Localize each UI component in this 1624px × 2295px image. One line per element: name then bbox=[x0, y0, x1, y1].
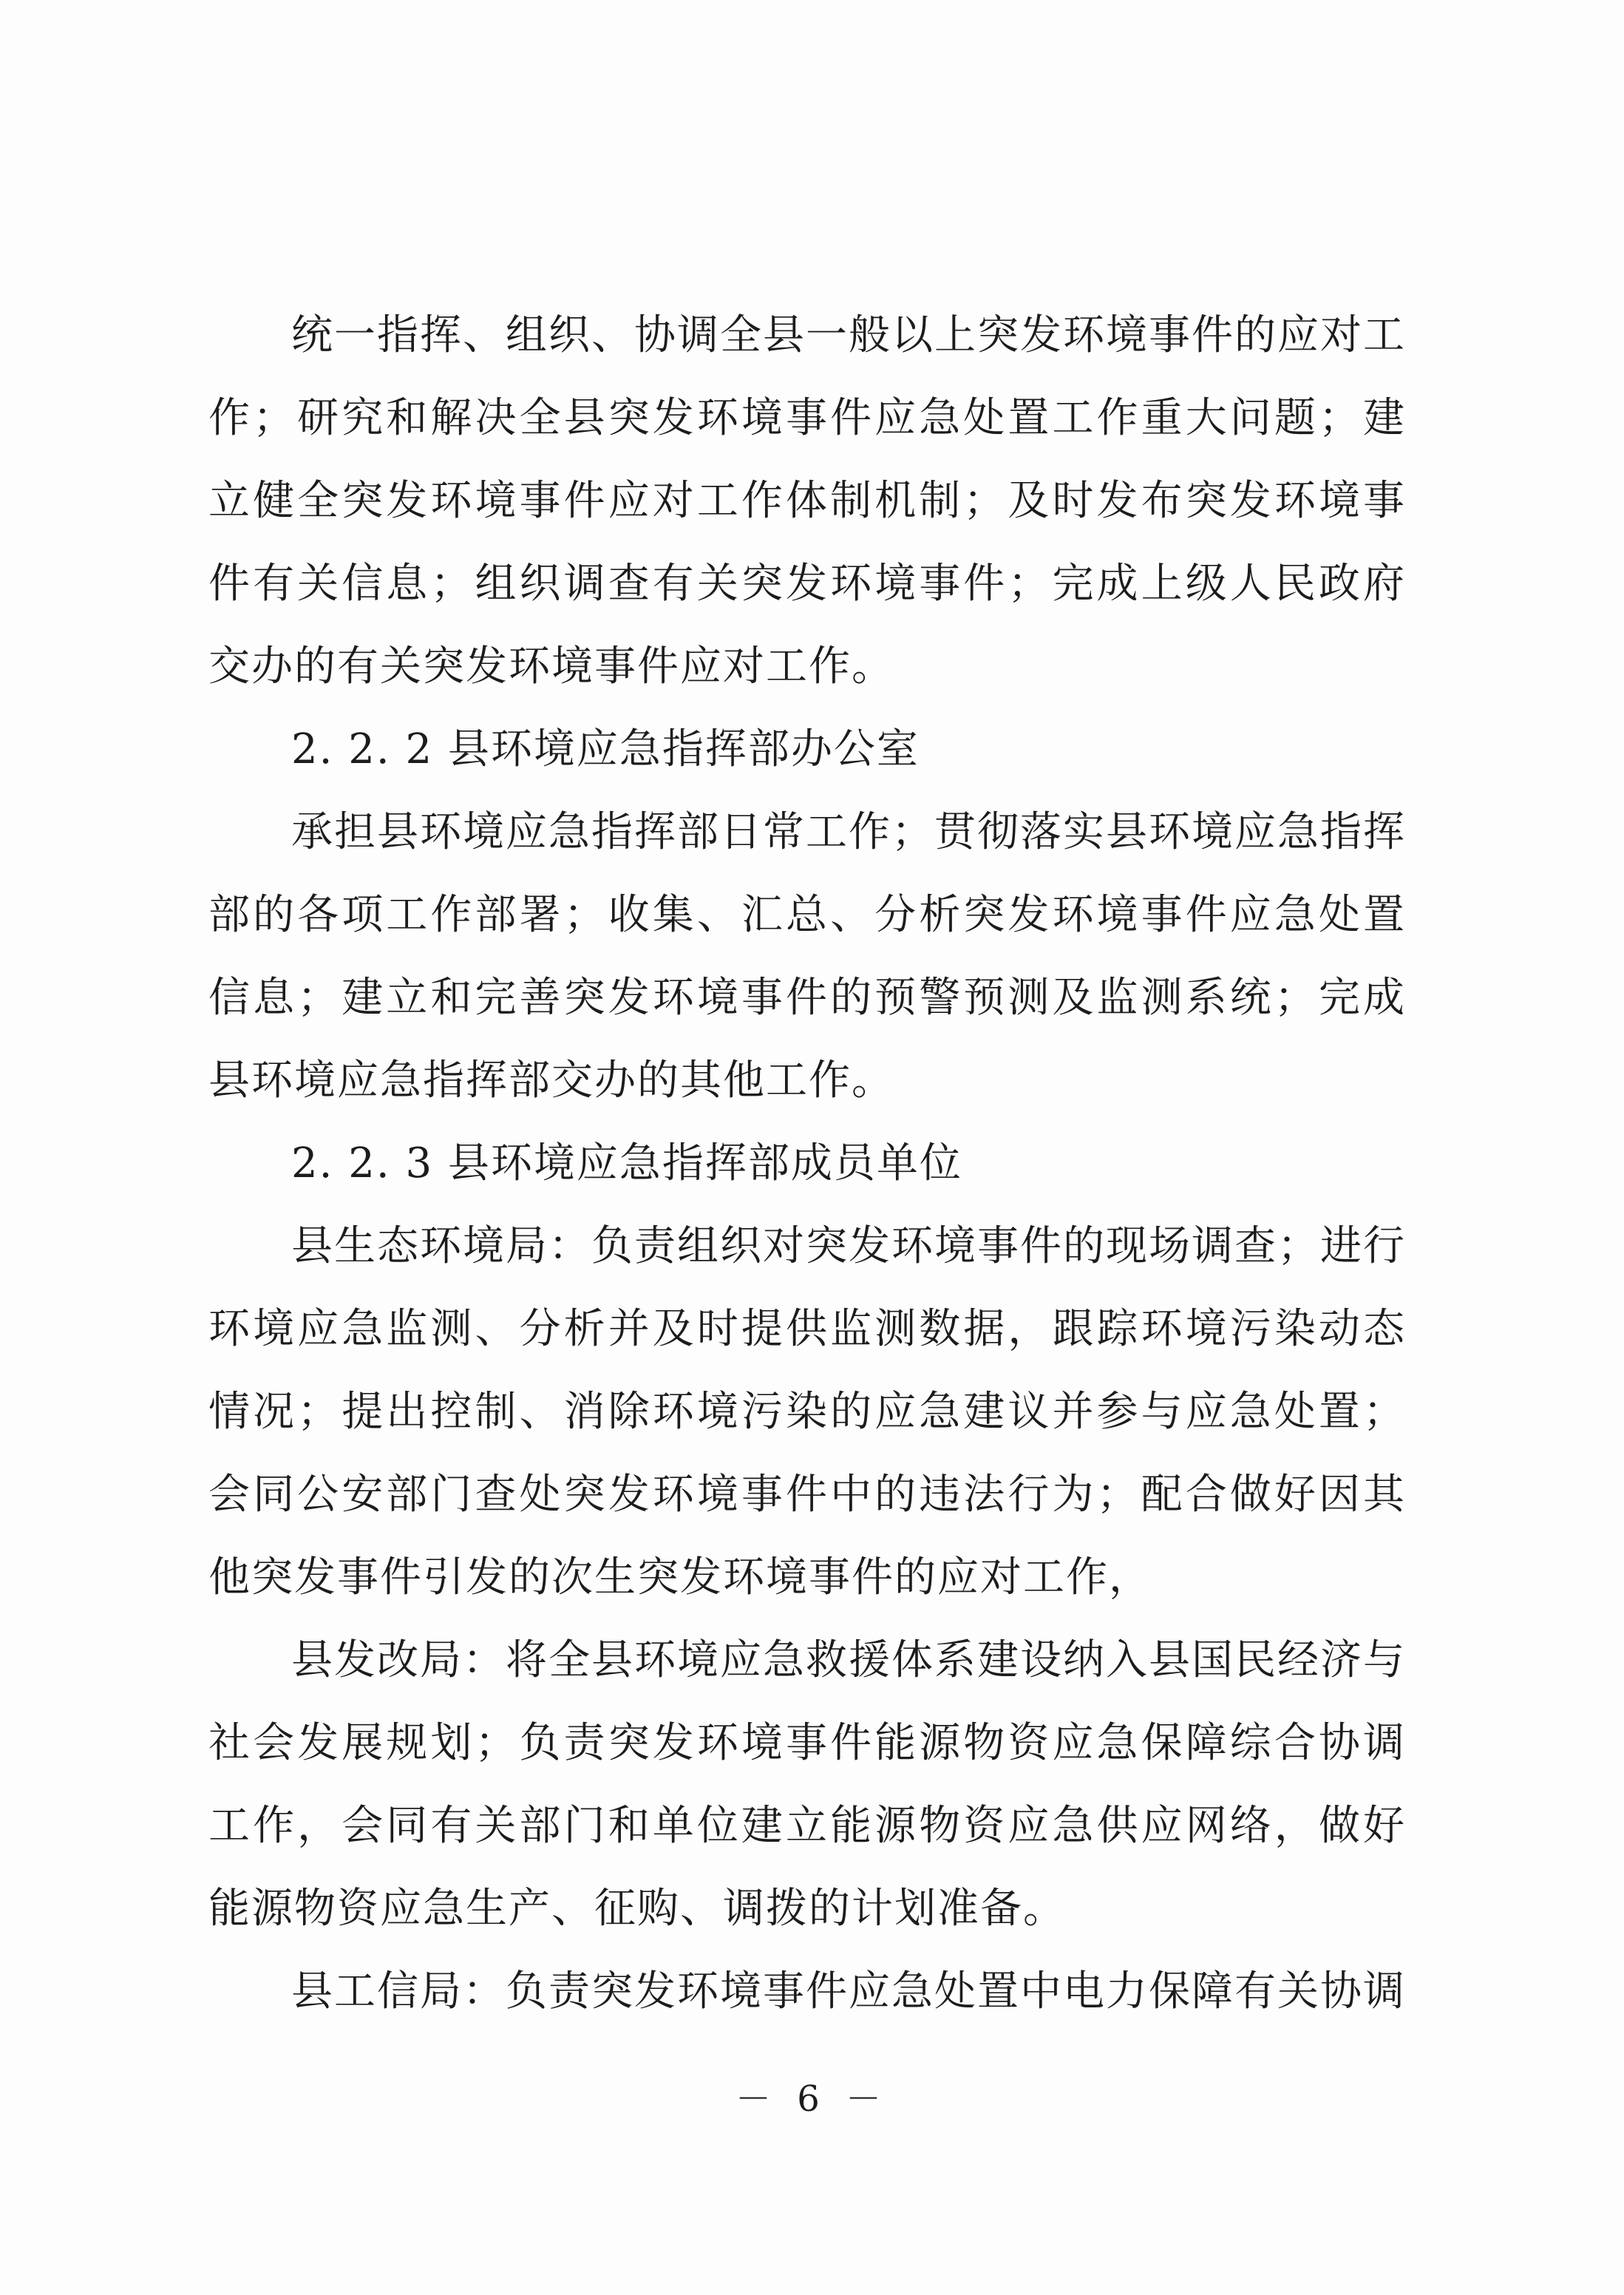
paragraph-ecology-bureau: 县生态环境局：负责组织对突发环境事件的现场调查；进行环境应急监测、分析并及时提供监测数据，跟踪环境污染动态情况；提出控制、消除环境污染的应急建议并参与应急处置；会同公安部门查处突发环境事件中的违法行为；配合做好因其他突发事件引发的次生突发环境事件的应对工作， bbox=[208, 1222, 1406, 1601]
paragraph-development-bureau: 县发改局：将全县环境应急救援体系建设纳入县国民经济与社会发展规划；负责突发环境事件能源物资应急保障综合协调工作，会同有关部门和单位建立能源物资应急供应网络，做好能源物资应急生产、征购、调拨的计划准备。 bbox=[208, 1636, 1406, 1933]
paragraph-command-duties: 统一指挥、组织、协调全县一般以上突发环境事件的应对工作；研究和解决全县突发环境事件应急处置工作重大问题；建立健全突发环境事件应对工作体制机制；及时发布突发环境事件有关信息；组织调查有关突发环境事件；完成上级人民政府交办的有关突发环境事件应对工作。 bbox=[208, 311, 1406, 691]
section-heading-2-2-3: 2. 2. 3 县环境应急指挥部成员单位 bbox=[291, 1139, 962, 1187]
section-heading-2-2-2: 2. 2. 2 县环境应急指挥部办公室 bbox=[291, 725, 920, 773]
page-number: － 6 － bbox=[735, 2078, 889, 2120]
paragraph-industry-bureau: 县工信局：负责突发环境事件应急处置中电力保障有关协调 bbox=[291, 1967, 1406, 2016]
document-body bbox=[208, 294, 1406, 2033]
paragraph-office-duties: 承担县环境应急指挥部日常工作；贯彻落实县环境应急指挥部的各项工作部署；收集、汇总、分析突发环境事件应急处置信息；建立和完善突发环境事件的预警预测及监测系统；完成县环境应急指挥部交办的其他工作。 bbox=[208, 808, 1406, 1105]
